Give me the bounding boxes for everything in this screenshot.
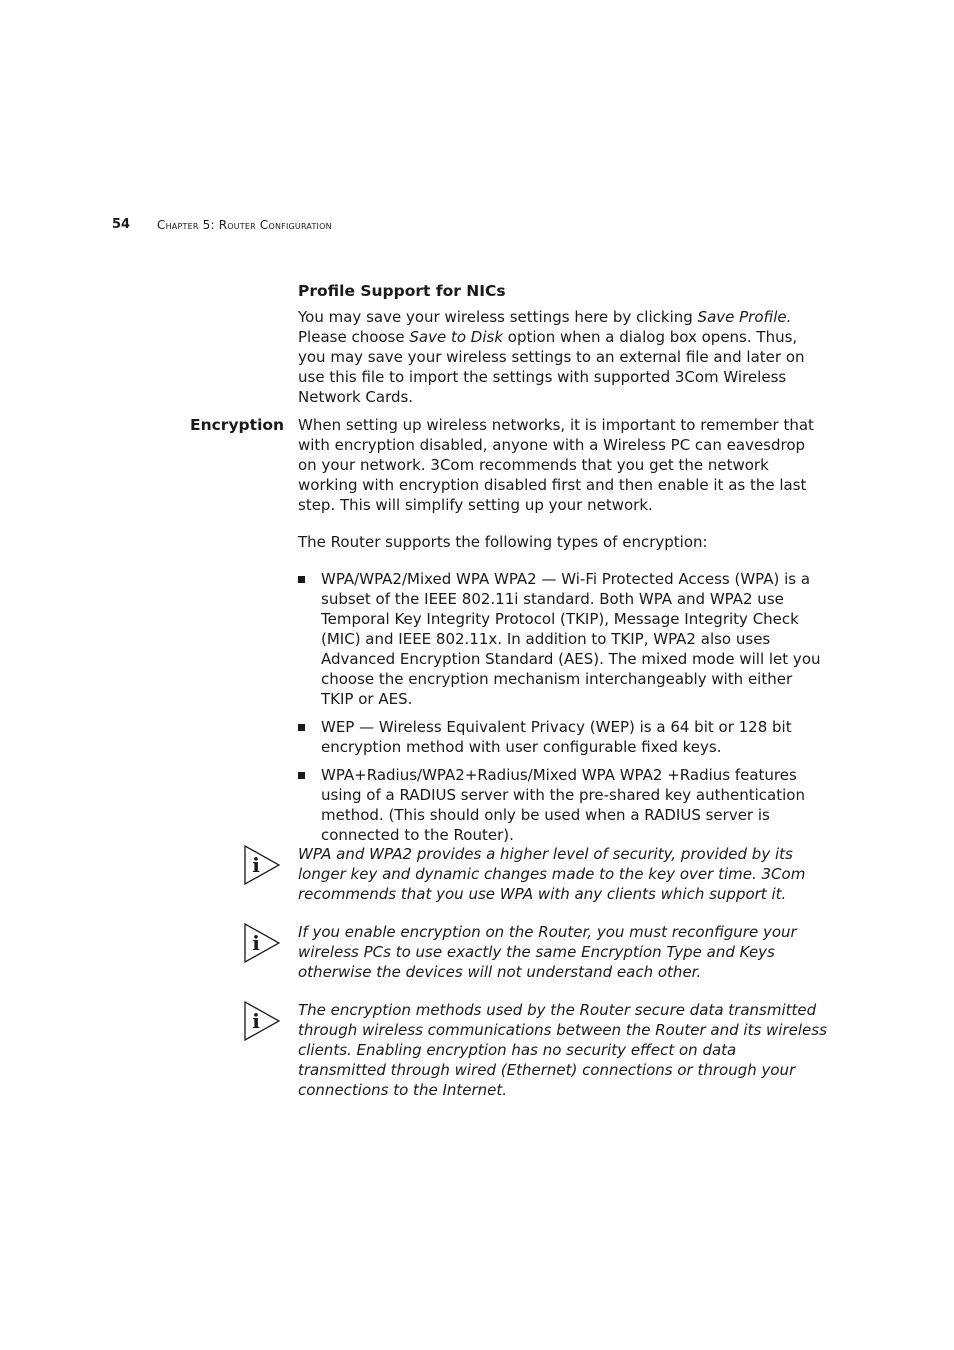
svg-text:i: i: [252, 931, 260, 955]
info-icon: [244, 1001, 280, 1041]
note-wired: The encryption methods used by the Router secure data transmitted through wireless communications between the Router and its wireless clients. Enabling encryption has no security effect on data transmitted through wired (Ethernet) connections or through your connections to the Internet.: [298, 1001, 827, 1099]
info-icon: [244, 845, 280, 885]
profile-text-3: option when a dialog box opens. Thus, you may save your wireless settings to an external file and later on use this file to import the settings with supported 3Com Wireless Network Cards.: [298, 328, 805, 406]
info-icon: [244, 923, 280, 963]
chapter-title: Chapter 5: Router Configuration: [157, 218, 332, 232]
encryption-section: [298, 415, 828, 853]
encryption-heading: Encryption: [190, 416, 285, 434]
encryption-types-intro: The Router supports the following types of encryption:: [298, 533, 708, 551]
profile-text-2: Please choose: [298, 328, 410, 346]
svg-text:i: i: [252, 1009, 260, 1033]
svg-text:i: i: [252, 853, 260, 877]
list-item: WEP — Wireless Equivalent Privacy (WEP) is a 64 bit or 128 bit encryption method with user configurable fixed keys.: [298, 717, 828, 757]
list-item: WPA/WPA2/Mixed WPA WPA2 — Wi-Fi Protected Access (WPA) is a subset of the IEEE 802.11i standard. Both WPA and WPA2 use Temporal Key Integrity Protocol (TKIP), Message Integrity Check (MIC) and IEEE 802.11x. In addition to TKIP, WPA2 also uses Advanced Encryption Standard (AES). The mixed mode will let you choose the encryption mechanism interchangeably with either TKIP or AES.: [298, 569, 828, 709]
list-item: WPA+Radius/WPA2+Radius/Mixed WPA WPA2 +Radius features using of a RADIUS server with the pre-shared key authentication method. (This should only be used when a RADIUS server is connected to the Router).: [298, 765, 828, 845]
profile-heading: Profile Support for NICs: [298, 282, 506, 300]
note-wpa: WPA and WPA2 provides a higher level of security, provided by its longer key and dynamic changes made to the key over time. 3Com recommends that you use WPA with any clients which support it.: [298, 845, 806, 903]
save-profile-term: Save Profile.: [697, 308, 792, 326]
profile-section: [298, 281, 828, 407]
profile-paragraph: [298, 307, 828, 407]
page-number: 54: [112, 217, 131, 232]
encryption-intro: When setting up wireless networks, it is important to remember that with encryption disabled, anyone with a Wireless PC can eavesdrop on your network. 3Com recommends that you get the network working with encryption disabled first and then enable it as the last step. This will simplify setting up your network.: [298, 416, 814, 514]
profile-text-1: You may save your wireless settings here by clicking: [298, 308, 698, 326]
encryption-types-list: [298, 569, 828, 845]
save-to-disk-term: Save to Disk: [409, 328, 504, 346]
note-reconfigure: If you enable encryption on the Router, you must reconfigure your wireless PCs to use exactly the same Encryption Type and Keys otherwise the devices will not understand each other.: [298, 923, 797, 981]
